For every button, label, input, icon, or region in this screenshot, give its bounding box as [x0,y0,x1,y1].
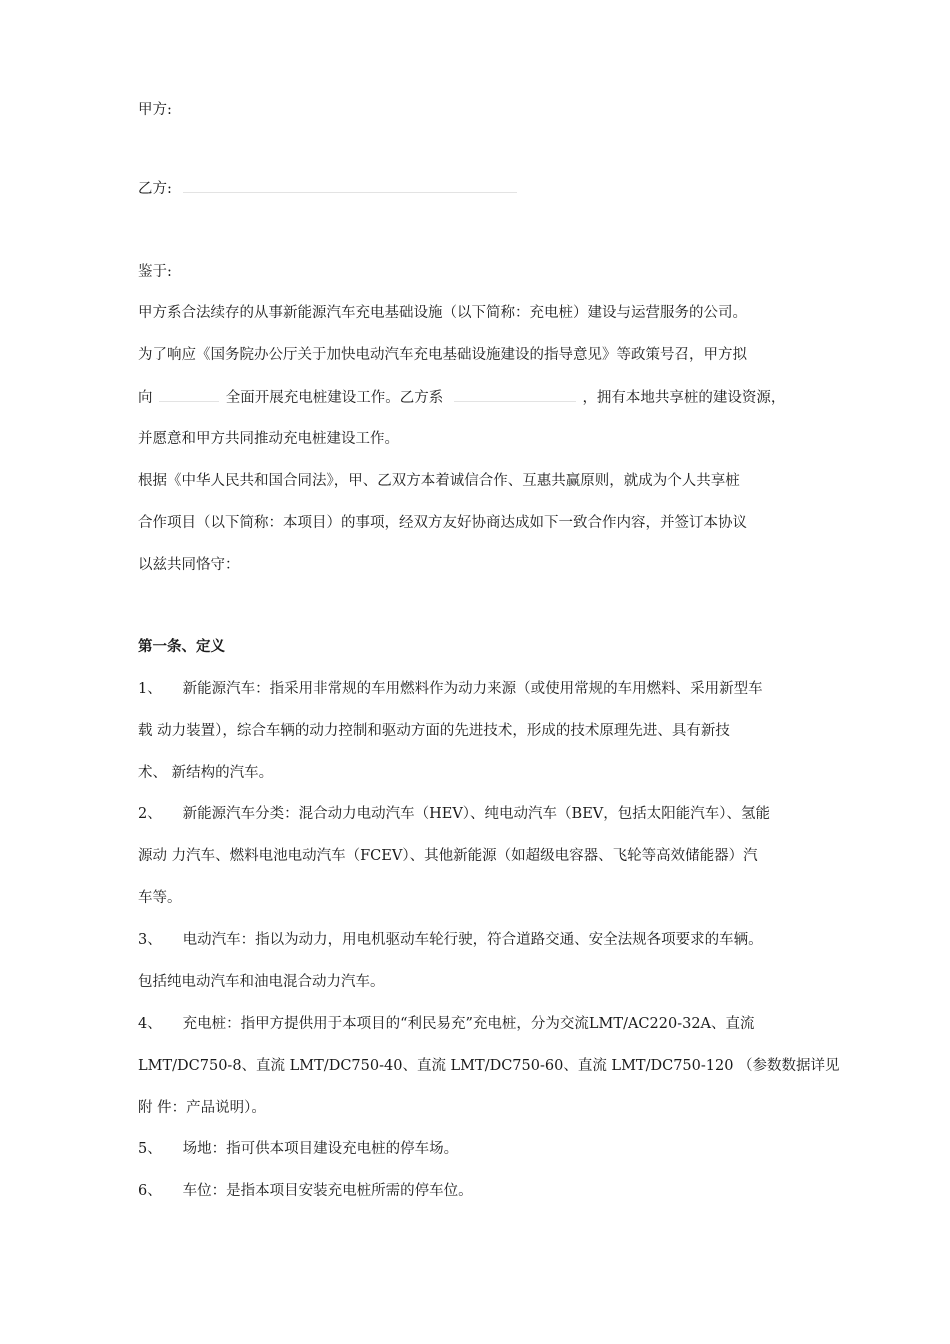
item-number: 2、 [138,806,162,822]
party-a-label: 甲方: [138,102,172,118]
item-text: 新能源汽车分类：混合动力电动汽车（HEV）、纯电动汽车（BEV，包括太阳能汽车）、氢能 [182,806,771,822]
item-number: 5、 [138,1141,162,1157]
location-blank [159,387,219,402]
intro-text-to: 向 [138,390,153,406]
article-1-title: 第一条、定义 [138,638,225,655]
item-number: 1、 [138,681,162,697]
item-text: 充电桩：指甲方提供用于本项目的“利民易充”充电桩，分为交流LMT/AC220-32A、直流 [182,1016,755,1032]
definition-item-3-line-1 [138,930,763,950]
definition-item-5 [138,1139,458,1159]
item-text: 车位：是指本项目安装充电桩所需的停车位。 [182,1183,473,1199]
item-number: 4、 [138,1016,162,1032]
intro-text-resources: ，拥有本地共享桩的建设资源， [582,390,786,406]
definition-item-1-line-2: 载 动力装置），综合车辆的动力控制和驱动方面的先进技术，形成的技术原理先进、具有新技 [138,723,730,739]
definition-item-2-line-2: 源动 力汽车、燃料电池电动汽车（FCEV）、其他新能源（如超级电容器、飞轮等高效储能器）汽 [138,848,758,864]
party-b-label: 乙方: [138,181,172,197]
whereas-label: 鉴于: [138,264,172,280]
party-b-blank [183,178,517,193]
definition-item-1-line-1 [138,679,763,699]
definition-item-2-line-3: 车等。 [138,890,182,906]
intro-paragraph-1: 甲方系合法续存的从事新能源汽车充电基础设施（以下简称：充电桩）建设与运营服务的公司。 [138,305,747,321]
party-b-row [138,178,517,199]
intro-paragraph-2-line-2 [138,387,785,408]
item-text: 电动汽车：指以为动力，用电机驱动车轮行驶，符合道路交通、安全法规各项要求的车辆。 [182,932,763,948]
intro-paragraph-3-line-3: 以兹共同恪守： [138,557,240,573]
intro-paragraph-3-line-1: 根据《中华人民共和国合同法》，甲、乙双方本着诚信合作、互惠共赢原则，就成为个人共享桩 [138,473,740,489]
definition-item-4-line-2: LMT/DC750-8、直流 LMT/DC750-40、直流 LMT/DC750-60、直流 LMT/DC750-120 （参数数据详见 [138,1058,840,1074]
item-number: 3、 [138,932,162,948]
definition-item-2-line-1 [138,804,770,824]
party-b-identity-blank [454,387,576,402]
item-text: 场地：指可供本项目建设充电桩的停车场。 [182,1141,459,1157]
intro-paragraph-2-line-1: 为了响应《国务院办公厅关于加快电动汽车充电基础设施建设的指导意见》等政策号召，甲方拟 [138,347,747,363]
definition-item-4-line-1 [138,1014,755,1034]
item-number: 6、 [138,1183,162,1199]
definition-item-4-line-3: 附 件：产品说明）。 [138,1100,266,1116]
definition-item-6 [138,1181,473,1201]
intro-paragraph-2-line-3: 并愿意和甲方共同推动充电桩建设工作。 [138,431,399,447]
definition-item-1-line-3: 术、 新结构的汽车。 [138,765,274,781]
intro-paragraph-3-line-2: 合作项目（以下简称：本项目）的事项，经双方友好协商达成如下一致合作内容，并签订本协议 [138,515,747,531]
intro-text-fullscale: 全面开展充电桩建设工作。乙方系 [225,390,444,406]
definition-item-3-line-2: 包括纯电动汽车和油电混合动力汽车。 [138,974,385,990]
item-text: 新能源汽车：指采用非常规的车用燃料作为动力来源（或使用常规的车用燃料、采用新型车 [182,681,763,697]
